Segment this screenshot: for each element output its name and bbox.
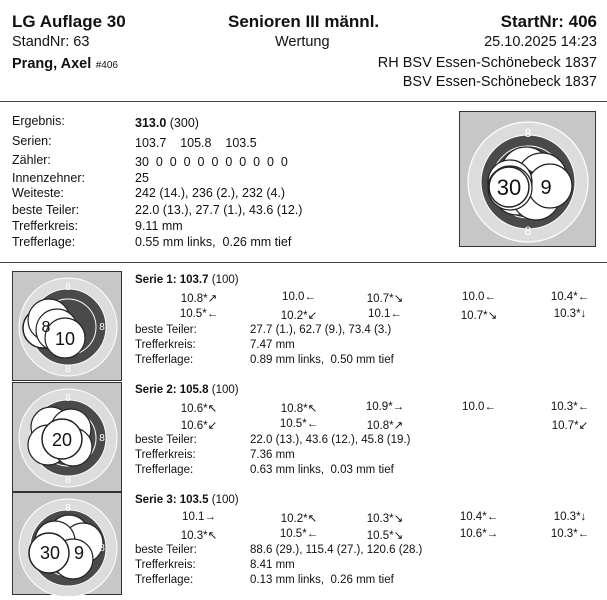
ergebnis-max: (300) xyxy=(169,116,199,130)
target-graphic xyxy=(13,272,123,382)
trefferkreis-label: Trefferkreis: xyxy=(12,219,78,233)
serie-value: 103.5 xyxy=(225,136,257,150)
side-label: 9 xyxy=(540,177,552,199)
trefferkreis-value: 7.47 mm xyxy=(250,339,295,351)
serien-label: Serien: xyxy=(12,134,52,148)
series-max: (100) xyxy=(211,384,239,396)
ring-label: 8 xyxy=(65,393,71,404)
ergebnis-label: Ergebnis: xyxy=(12,114,65,128)
start-number: StartNr: 406 xyxy=(500,12,597,31)
side-label: 9 xyxy=(73,543,85,563)
ring-label: 8 xyxy=(65,503,71,514)
shot-value: 10.3*↓ xyxy=(553,308,587,320)
shot-value: 10.3*← xyxy=(550,401,590,413)
club-line-1: RH BSV Essen-Schönebeck 1837 xyxy=(377,55,597,71)
trefferlage-value: 0.55 mm links, 0.26 mm tief xyxy=(135,235,292,249)
series-max: (100) xyxy=(211,274,239,286)
ring-label: 8 xyxy=(99,322,105,333)
shot-value: 10.7*↘ xyxy=(460,310,498,322)
shot-value: 10.0← xyxy=(462,291,496,303)
shot-value: 10.0← xyxy=(462,401,496,413)
center-label: 30 xyxy=(39,543,61,563)
trefferlage-value: 0.13 mm links, 0.26 mm tief xyxy=(250,574,394,586)
target-graphic xyxy=(13,383,123,493)
serien-values xyxy=(135,136,257,150)
shot-value: 10.2*↖ xyxy=(280,513,318,525)
beste-teiler-label: beste Teiler: xyxy=(135,324,197,336)
shot-value: 10.7*↙ xyxy=(551,420,589,432)
trefferlage-label: Trefferlage: xyxy=(135,354,194,366)
shot-value: 10.7*↘ xyxy=(366,293,404,305)
trefferkreis-value: 7.36 mm xyxy=(250,449,295,461)
shot-value: 10.5*← xyxy=(279,528,319,540)
beste-teiler-value: 88.6 (29.), 115.4 (27.), 120.6 (28.) xyxy=(250,544,423,556)
trefferkreis-label: Trefferkreis: xyxy=(135,449,196,461)
ring-label: 8 xyxy=(524,224,532,238)
beste-teiler-label: beste Teiler: xyxy=(135,544,197,556)
divider xyxy=(0,262,607,263)
ring-label: 8 xyxy=(524,126,532,140)
shot-value: 10.6*↖ xyxy=(180,403,218,415)
shot-value: 10.4*← xyxy=(550,291,590,303)
shooter-id: #406 xyxy=(95,60,118,71)
trefferkreis-label: Trefferkreis: xyxy=(135,339,196,351)
ergebnis xyxy=(135,116,199,130)
summary-target xyxy=(459,111,596,247)
series-2-title xyxy=(135,384,239,396)
shot-value: 10.4*← xyxy=(459,511,499,523)
class-name: Senioren III männl. xyxy=(228,12,380,31)
ring-label: 8 xyxy=(99,543,105,554)
shot-value: 10.2*↙ xyxy=(280,310,318,322)
divider xyxy=(0,101,607,102)
series-1-target xyxy=(12,271,122,381)
shot-value: 10.8*↗ xyxy=(180,293,218,305)
zaehler-values: 30 0 0 0 0 0 0 0 0 0 0 xyxy=(135,155,288,169)
shot-value: 10.5*← xyxy=(279,418,319,430)
shot-value: 10.9*→ xyxy=(365,401,405,413)
ring-label: 8 xyxy=(65,364,71,375)
series-2-target xyxy=(12,382,122,492)
trefferlage-label: Trefferlage: xyxy=(12,235,76,249)
series-1-title xyxy=(135,274,239,286)
trefferlage-value: 0.89 mm links, 0.50 mm tief xyxy=(250,354,394,366)
beste-teiler-value: 27.7 (1.), 62.7 (9.), 73.4 (3.) xyxy=(250,324,392,336)
side-label: 8 xyxy=(41,319,51,336)
ring-label: 8 xyxy=(99,433,105,444)
trefferlage-value: 0.63 mm links, 0.03 mm tief xyxy=(250,464,394,476)
center-label: 20 xyxy=(51,430,73,450)
center-label: 10 xyxy=(54,329,76,349)
trefferkreis-value: 9.11 mm xyxy=(135,219,183,233)
ergebnis-value: 313.0 xyxy=(135,116,167,130)
innenzehner-label: Innenzehner: xyxy=(12,171,85,185)
shot-value: 10.5*↘ xyxy=(366,530,404,542)
shooter-name: Prang, Axel xyxy=(12,56,92,72)
shot-value: 10.3*↘ xyxy=(366,513,404,525)
beste-teiler-value: 22.0 (13.), 27.7 (1.), 43.6 (12.) xyxy=(135,203,303,217)
datetime: 25.10.2025 14:23 xyxy=(484,34,597,50)
shot-value: 10.1→ xyxy=(182,511,216,523)
ring-label: 8 xyxy=(65,282,71,293)
trefferlage-label: Trefferlage: xyxy=(135,464,194,476)
target-graphic xyxy=(460,112,597,248)
shot-value: 10.6*↙ xyxy=(180,420,218,432)
shot-value: 10.0← xyxy=(282,291,316,303)
stand-number: StandNr: 63 xyxy=(12,34,90,50)
innenzehner-value: 25 xyxy=(135,171,149,185)
series-max: (100) xyxy=(211,494,239,506)
shot-value: 10.3*↖ xyxy=(180,530,218,542)
series-3-target xyxy=(12,492,122,595)
beste-teiler-label: beste Teiler: xyxy=(135,434,197,446)
trefferlage-label: Trefferlage: xyxy=(135,574,194,586)
series-title-text: Serie 2: 105.8 xyxy=(135,384,209,396)
weiteste-label: Weiteste: xyxy=(12,186,64,200)
shot-value: 10.3*← xyxy=(550,528,590,540)
shot-value: 10.8*↗ xyxy=(366,420,404,432)
weiteste-value: 242 (14.), 236 (2.), 232 (4.) xyxy=(135,186,286,200)
shooter-info xyxy=(12,55,118,73)
series-title-text: Serie 3: 103.5 xyxy=(135,494,209,506)
shot-value: 10.3*↓ xyxy=(553,511,587,523)
shot-value: 10.5*← xyxy=(179,308,219,320)
ring-label: 8 xyxy=(65,475,71,486)
shot-value: 10.8*↖ xyxy=(280,403,318,415)
serie-value: 105.8 xyxy=(180,136,212,150)
wertung-label: Wertung xyxy=(275,34,330,50)
shot-value: 10.6*→ xyxy=(459,528,499,540)
center-label: 30 xyxy=(496,175,522,200)
competition-title: LG Auflage 30 xyxy=(12,12,126,31)
target-graphic xyxy=(13,493,123,596)
club-line-2: BSV Essen-Schönebeck 1837 xyxy=(402,74,597,90)
beste-teiler-label: beste Teiler: xyxy=(12,203,80,217)
beste-teiler-value: 22.0 (13.), 43.6 (12.), 45.8 (19.) xyxy=(250,434,411,446)
series-title-text: Serie 1: 103.7 xyxy=(135,274,209,286)
trefferkreis-label: Trefferkreis: xyxy=(135,559,196,571)
shot-value: 10.1← xyxy=(368,308,402,320)
zaehler-label: Zähler: xyxy=(12,153,51,167)
series-3-title xyxy=(135,494,239,506)
trefferkreis-value: 8.41 mm xyxy=(250,559,295,571)
serie-value: 103.7 xyxy=(135,136,167,150)
